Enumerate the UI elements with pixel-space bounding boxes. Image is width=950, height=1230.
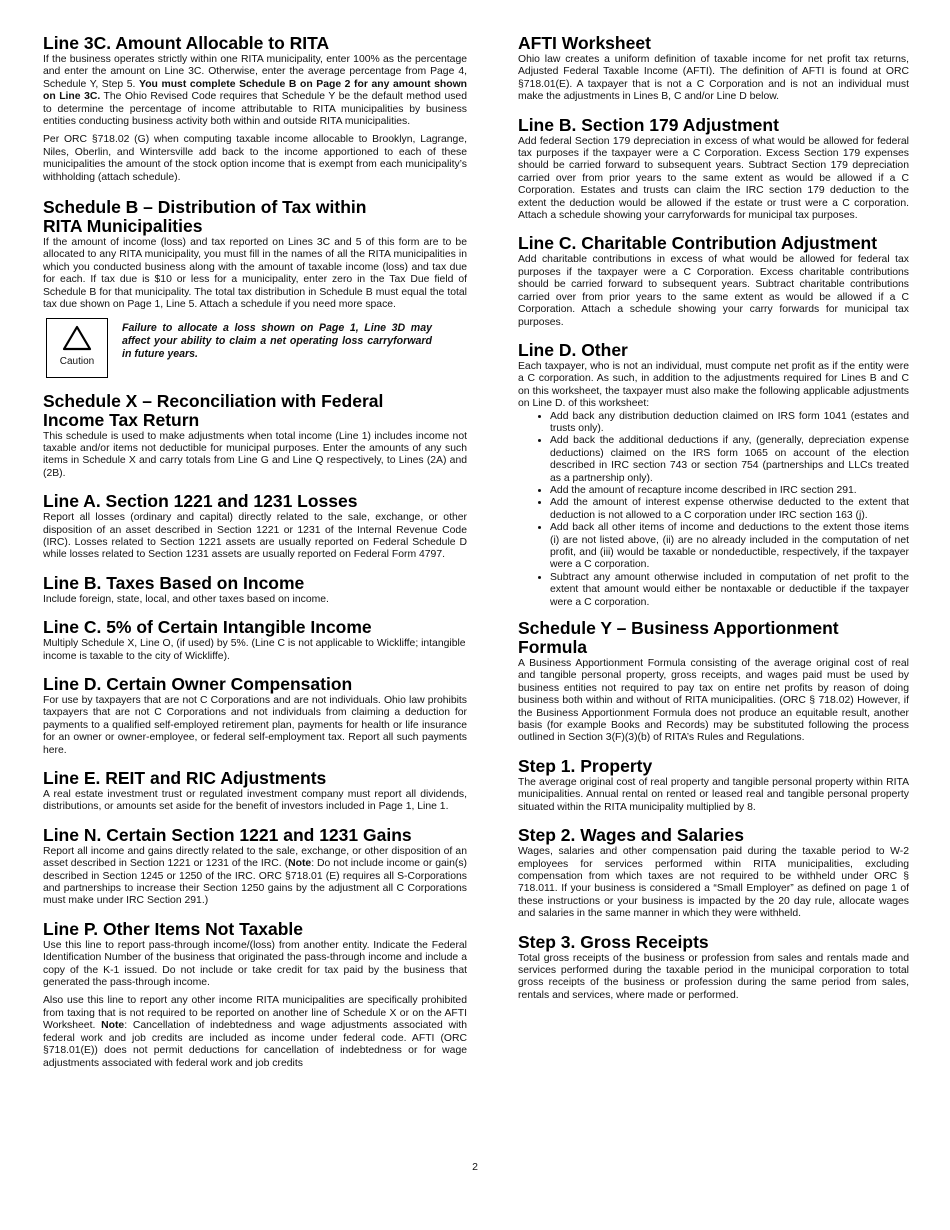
line-c-intangible-paragraph: Multiply Schedule X, Line O, (if used) by 5%. (Line C is not applicable to Wickliffe; intangible income is taxable to the city of Wickliffe). — [43, 638, 466, 662]
line-a-paragraph: Report all losses (ordinary and capital) directly related to the sale, exchange, or other disposition of an asset described in Section 1221 or 1231 of the Internal Revenue Code (IRC). Losses related to Section 1221 assets are usually reported on Federal Schedule D while losses related to Section 1231 assets are usually reported on Federal Form 4797. — [43, 512, 467, 561]
line-c-charitable-paragraph: Add charitable contributions in excess of what would be allowed for federal tax purposes if the taxpayer were a C Corporation. Excess charitable contributions should be carried forward to subsequent years. Subtract charitable contributions carried over from prior years to the same extent as would be allowed if a C Corporation. Attach a schedule showing your carry forwards for municipal tax purposes. — [518, 254, 909, 328]
schedule-y-heading — [518, 619, 909, 657]
line-p-text-b: : Cancellation of indebtedness and wage adjustments associated with federal work and job credits are included as income under federal code. AFTI (ORC §718.01(E)) does not permit deductions for cancellation of indebtedness or for wage adjustments associated with federal work and job credits — [43, 1020, 468, 1069]
line-p-note-label: Note — [101, 1020, 125, 1032]
page-number: 2 — [472, 1161, 478, 1173]
line-3c-heading: Line 3C. Amount Allocable to RITA — [43, 33, 330, 53]
step-1-section — [518, 757, 909, 814]
line-d-other-heading: Line D. Other — [518, 339, 628, 360]
line-p-section — [43, 920, 467, 1070]
line-3c-section — [43, 34, 467, 184]
line-p-paragraph-1: Use this line to report pass-through income/(loss) from another entity. Indicate the Federal Identification Number of the business that originated the pass-through income and include a copy of the K-1 issued. Do not include or take credit for tax paid by the business that generated the pass-through income. — [43, 939, 467, 989]
list-item: • Add back any distribution deduction claimed on IRS form 1041 (estates and trusts only). — [550, 411, 909, 436]
schedule-x-heading-line2: Income Tax Return — [43, 409, 200, 430]
caution-text: Failure to allocate a loss shown on Page 1, Line 3D may affect your ability to claim a net operating loss carryforward in future years. — [122, 321, 432, 360]
step-3-heading: Step 3. Gross Receipts — [518, 931, 709, 952]
schedule-x-heading-line1: Schedule X – Reconciliation with Federal — [43, 390, 384, 411]
step-1-paragraph: The average original cost of real property and tangible personal property within RITA municipalities. Annual rental on rented or leased real and tangible personal property situated within the RITA municipality multiplied by 8. — [518, 776, 909, 813]
schedule-x-heading — [43, 392, 467, 430]
line-p-text-a: Also use this line to report any other income RITA municipalities are specifically prohibited from taxing that is not required to be reported on another line of Schedule X or on the AFTI Worksheet. — [43, 995, 467, 1032]
step-3-section — [518, 933, 909, 1003]
line-3c-bold-instruction: You must complete Schedule B on Page 2 for any amount shown on Line 3C. — [43, 78, 467, 103]
line-e-section — [43, 769, 467, 814]
line-n-text-b: : Do not include income or gain(s) described in Section 1245 or 1250 of the IRC. ORC §718.01 (E) requires all S-Corporations and partnerships to increase their Section 1250 gains by the adjustment all C Corporations must make under IRC Section 291.) — [43, 858, 468, 907]
schedule-b-paragraph: If the amount of income (loss) and tax reported on Lines 3C and 5 of this form are to be allocated to any RITA municipality, you must fill in the names of all the RITA municipalities in which you conducted business along with the amount of taxable income (loss) and tax due for each. If tax due is $10 or less for a municipality, enter zero in the Tax Due field of Schedule B for that municipality. The total tax distribution in Schedule B must equal the total tax due shown on Page 1, Line 5. Attach a schedule if you need more space. — [43, 237, 467, 311]
afti-paragraph: Ohio law creates a uniform definition of taxable income for net profit tax returns, Adjusted Federal Taxable Income (AFTI). The definition of AFTI is found at ORC §718.01(E). A taxpayer that is not a C Corporation and is not an individual must make the adjustments in Lines B, C and/or Line D below. — [518, 54, 909, 103]
line-p-heading: Line P. Other Items Not Taxable — [43, 918, 303, 939]
line-3c-paragraph-2: Per ORC §718.02 (G) when computing taxable income allocable to Brooklyn, Lagrange, Niles, Oberlin, and Wintersville add back to the income apportioned to each of these municipalities the amount of the stock option income that is exempt from each municipality’s withholding (attach schedule). — [43, 134, 467, 183]
right-column — [518, 34, 909, 1010]
line-n-paragraph — [43, 846, 467, 908]
line-d-other-paragraph: Each taxpayer, who is not an individual, must compute net profit as if the entity were a C corporation. As such, in addition to the adjustments required for Lines B and C on this worksheet, the taxpayer must also make the following applicable adjustments on Line D. of this worksheet: — [518, 360, 909, 410]
caution-box — [46, 318, 108, 378]
line-b-179-paragraph: Add federal Section 179 depreciation in excess of what would be allowed for federal tax purposes if the taxpayer were a C Corporation. Excess Section 179 expenses should be carried forward to subsequent years. Subtract Section 179 depreciation carried over from prior years to the same extent as would be allowed if a C Corporation. Estates and trusts can claim the IRC section 179 deduction to the extent the deduction would be allowed if the estate or trust were a C corporation. Attach a schedule showing your carryforwards for municipal tax purposes. — [518, 135, 909, 222]
schedule-b-section — [43, 198, 467, 377]
line-c-intangible-section — [43, 618, 467, 663]
line-c-intangible-heading: Line C. 5% of Certain Intangible Income — [43, 617, 372, 638]
line-c-charitable-section — [518, 234, 909, 328]
line-b-179-heading: Line B. Section 179 Adjustment — [518, 114, 779, 135]
schedule-x-paragraph: This schedule is used to make adjustments when total income (Line 1) includes income not taxable and/or items not deductible for municipal purposes. Enter the amounts of any such items in Schedule X and carry totals from Line G and Line Q respectively, to Lines (2A) and (2B). — [43, 430, 467, 479]
left-column — [43, 34, 467, 1078]
caution-callout — [46, 318, 467, 378]
line-3c-text-a: If the business operates strictly within one RITA municipality, enter 100% as the percentage and enter the amount on Line 3C. Otherwise, enter the average percentage from Page 4, Schedule Y, Step 5. — [43, 54, 467, 90]
line-n-text-a: Report all income and gains directly related to the sale, exchange, or other disposition of an asset described in Section 1221 or 1231 of the IRC. ( — [43, 845, 467, 870]
schedule-b-heading-line2: RITA Municipalities — [43, 216, 203, 237]
line-3c-paragraph-1 — [43, 54, 467, 128]
list-item: • Add back the additional deductions if any, (generally, depreciation expense deductions) claimed on the IRS form 1065 on account of the election described in IRC section 743 or section 754 (partnerships and LLCs treated as a partnership only). — [550, 435, 909, 485]
caution-label: Caution — [59, 355, 95, 367]
step-2-paragraph: Wages, salaries and other compensation paid during the taxable period to W-2 employees for services performed within RITA municipalities, excluding compensation from which taxes are not required to be withheld under ORC § 718.011. If your business is considered a “Small Employer” as defined on page 1 of these instructions or your business is impacted by the 20 day rule, allocate wages and salaries in the same manner in which they were withheld. — [518, 846, 909, 920]
line-d-other-bullet-list — [518, 411, 909, 610]
list-item: • Add the amount of interest expense otherwise deducted to the extent that deduction is not allowed to a C corporation under IRC section 163 (j). — [550, 497, 909, 522]
line-n-note-label: Note — [288, 858, 312, 870]
list-item: • Subtract any amount otherwise included in computation of net profit to the extent that amount would either be nontaxable or deductible if the taxpayer were a C corporation. — [550, 572, 909, 609]
line-3c-text-b: The Ohio Revised Code requires that Schedule Y be the default method used to determine the percentage of income attributable to RITA municipalities by business entities conducting business activity both within and outside RITA municipalities. — [43, 91, 467, 128]
line-d-owner-heading: Line D. Certain Owner Compensation — [43, 673, 353, 694]
line-c-charitable-heading: Line C. Charitable Contribution Adjustment — [518, 233, 878, 254]
line-b-179-section — [518, 116, 909, 223]
step-2-heading: Step 2. Wages and Salaries — [518, 825, 744, 846]
line-b-taxes-section — [43, 574, 467, 606]
step-1-heading: Step 1. Property — [518, 755, 653, 776]
line-n-section — [43, 826, 467, 908]
schedule-y-section — [518, 619, 909, 745]
schedule-y-heading-line2: Formula — [518, 637, 588, 658]
line-p-paragraph-2 — [43, 995, 467, 1069]
line-b-taxes-heading: Line B. Taxes Based on Income — [43, 572, 305, 593]
line-n-heading: Line N. Certain Section 1221 and 1231 Gains — [43, 824, 412, 845]
schedule-y-heading-line1: Schedule Y – Business Apportionment — [518, 618, 839, 639]
afti-section — [518, 34, 909, 104]
line-a-heading: Line A. Section 1221 and 1231 Losses — [43, 491, 358, 512]
line-d-owner-paragraph: For use by taxpayers that are not C Corporations and are not individuals. Ohio law prohibits taxpayers that are not C Corporations and not individuals from claiming a deduction for payments to a qualified self-employed retirement plan, payments for health or life insurance for an owner or owner-employee, or federal self-employment tax. Report all such payments here. — [43, 694, 467, 756]
line-b-taxes-paragraph: Include foreign, state, local, and other taxes based on income. — [43, 593, 329, 605]
list-item: • Add the amount of recapture income described in IRC section 291. — [550, 485, 909, 497]
step-3-paragraph: Total gross receipts of the business or profession from sales and rentals made and services performed during the taxable period in the municipal corporation to total gross receipts of the business or profession during the same period from sales, rentals and services, where made or performed. — [518, 952, 909, 1001]
line-a-section — [43, 492, 467, 562]
step-2-section — [518, 826, 909, 920]
schedule-x-section — [43, 392, 467, 481]
line-e-paragraph: A real estate investment trust or regulated investment company must report all dividends, distributions, or amounts set aside for the benefit of investors included in Page 1, Line 1. — [43, 789, 467, 813]
line-d-owner-section — [43, 675, 467, 757]
schedule-y-paragraph: A Business Apportionment Formula consisting of the average original cost of real and tangible personal property, gross receipts, and wages paid must be used by business entities not required to pay tax on entire net profits by reason of doing business both within and without of RITA municipalities. (ORC § 718.02) However, if the Business Apportionment Formula does not produce an equitable result, another basis (for example Books and Records) may be substituted following the process outlined in Section 3(F)(3)(b) of RITA’s Rules and Regulations. — [518, 658, 909, 744]
list-item: • Add back all other items of income and deductions to the extent those items (i) are not listed above, (ii) are no already included in the computation of net profit, and (iii) would be taxable or nondeductible, respectively, if the taxpayer were a C corporation. — [550, 522, 909, 572]
schedule-b-heading — [43, 198, 467, 236]
afti-heading: AFTI Worksheet — [518, 33, 651, 53]
schedule-b-heading-line1: Schedule B – Distribution of Tax within — [43, 197, 367, 218]
line-d-other-section — [518, 341, 909, 609]
caution-triangle-icon — [62, 325, 92, 351]
line-e-heading: Line E. REIT and RIC Adjustments — [43, 768, 327, 788]
